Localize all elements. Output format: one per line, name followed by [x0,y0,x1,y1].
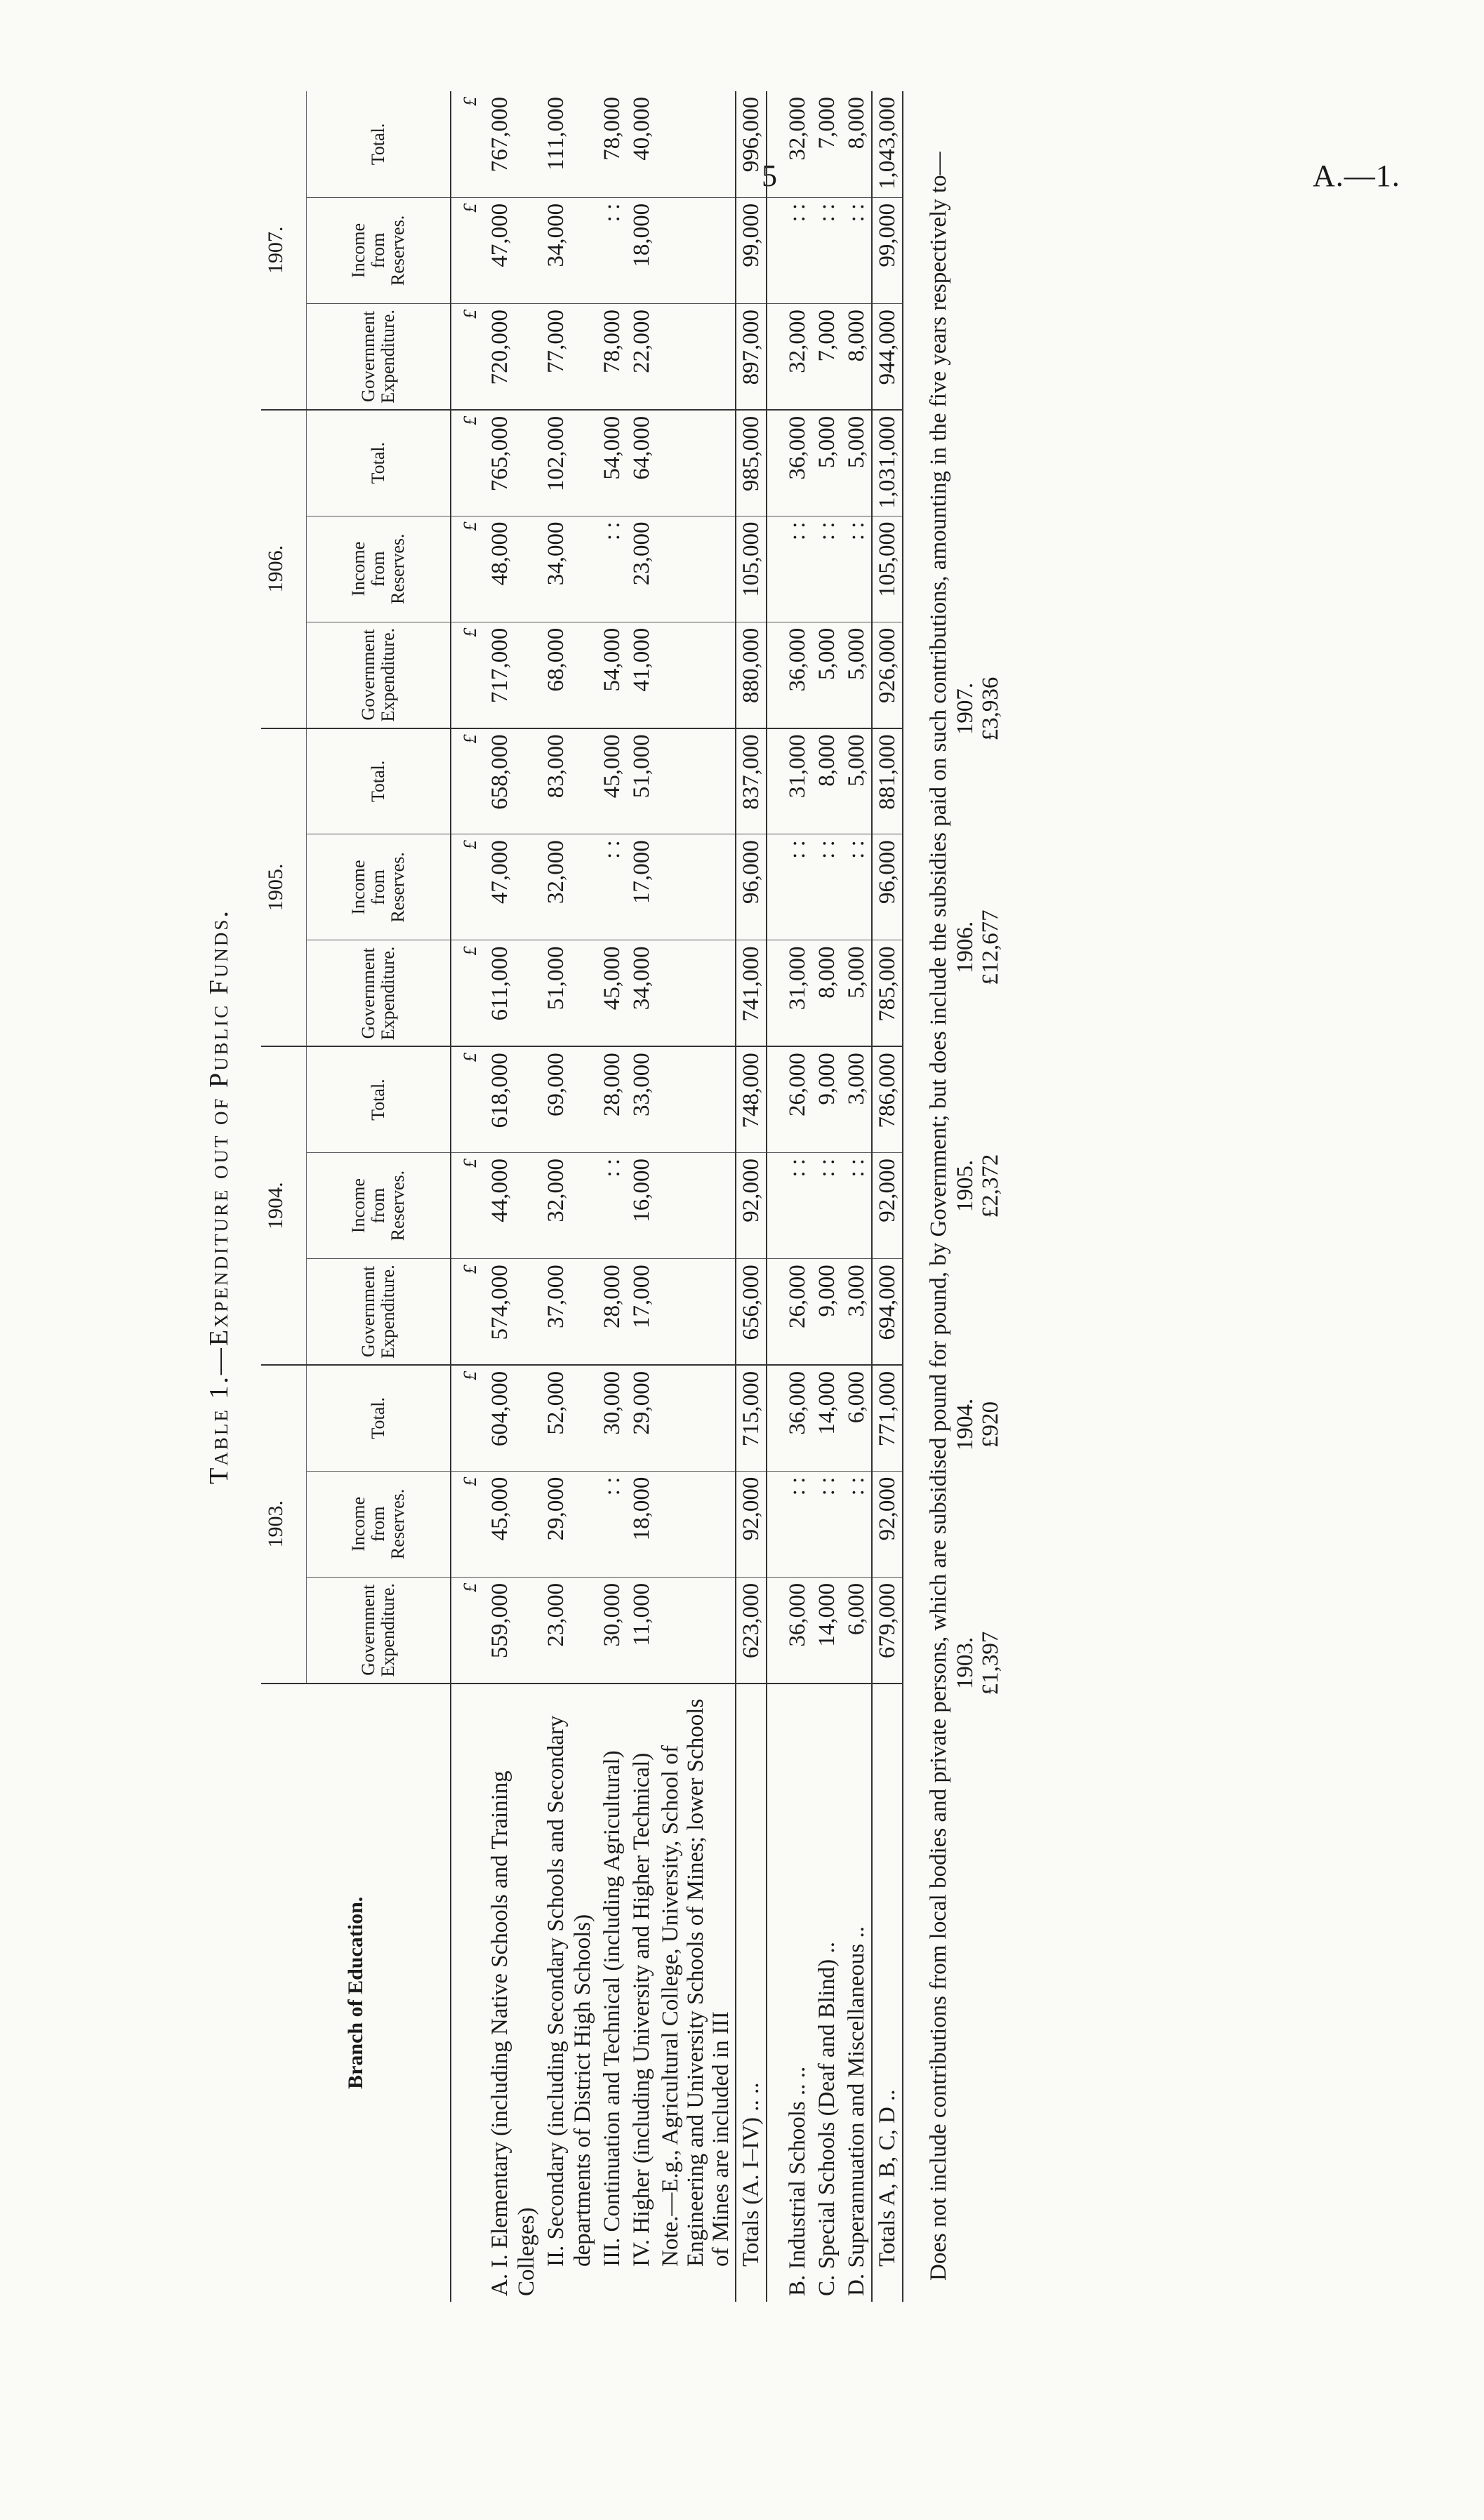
table-cell: 83,000 [541,728,597,834]
table-cell: : : [783,1471,812,1577]
table-cell: 37,000 [541,1259,597,1365]
page-number: 5 [762,159,777,193]
unit-symbol: £ [451,622,485,728]
table-cell: 656,000 [736,1259,767,1365]
table-cell: 31,000 [783,728,812,834]
empty-cell [656,728,736,834]
table-cell: 51,000 [627,728,656,834]
table-cell: 77,000 [541,304,597,410]
empty-cell [767,410,783,516]
year-header: 1905. [261,728,307,1047]
table-cell: 786,000 [872,1046,903,1152]
column-subheader: Total. [307,91,451,197]
year-header: 1906. [261,410,307,728]
table-cell: : : [783,197,812,303]
table-cell: 92,000 [872,1152,903,1258]
table-cell: 8,000 [812,728,842,834]
contribution-year: 1903. [953,1636,978,1690]
table-cell: 8,000 [842,91,872,197]
table-cell: 52,000 [541,1365,597,1471]
contribution-year: 1906. [953,921,978,974]
table-cell: 9,000 [812,1046,842,1152]
table-cell: 34,000 [627,940,656,1046]
table-cell: : : [812,516,842,622]
table-cell: 34,000 [541,197,597,303]
table-cell: 92,000 [736,1152,767,1258]
table-cell: 44,000 [485,1152,541,1258]
unit-symbol: £ [451,304,485,410]
empty-cell [656,410,736,516]
empty-cell [656,1152,736,1258]
table-cell: 30,000 [597,1577,627,1683]
table-cell: 105,000 [736,516,767,622]
document-reference: A.—1. [1313,159,1400,193]
table-cell: 40,000 [627,91,656,197]
table-cell: 837,000 [736,728,767,834]
table-cell: 926,000 [872,622,903,728]
table-cell: 28,000 [597,1259,627,1365]
empty-cell [767,622,783,728]
empty-cell [767,304,783,410]
table-cell: 5,000 [842,410,872,516]
empty-cell [656,940,736,1046]
table-cell: 18,000 [627,197,656,303]
table-note: Note.—E.g., Agricultural College, University, School of Engineering and University Schools of Mines; lower Schools of Mines are included in III [658,1698,734,2267]
empty-cell [656,91,736,197]
unit-symbol: £ [451,834,485,940]
table-cell: 92,000 [736,1471,767,1577]
unit-symbol: £ [451,1577,485,1683]
table-cell: 5,000 [842,728,872,834]
unit-symbol: £ [451,197,485,303]
table-cell: 30,000 [597,1365,627,1471]
year-header: 1904. [261,1046,307,1365]
table-cell: 36,000 [783,622,812,728]
table-cell: : : [597,1152,627,1258]
table-cell: 23,000 [627,516,656,622]
table-cell: 29,000 [627,1365,656,1471]
table-cell: 96,000 [736,834,767,940]
column-subheader: Income from Reserves. [307,197,451,303]
rotated-table-region [183,91,1341,2302]
column-subheader: Total. [307,1365,451,1471]
table-cell: 771,000 [872,1365,903,1471]
table-cell: 618,000 [485,1046,541,1152]
table-cell: 22,000 [627,304,656,410]
table-cell: 623,000 [736,1577,767,1683]
column-subheader: Total. [307,1046,451,1152]
table-cell: 78,000 [597,91,627,197]
table-cell: 720,000 [485,304,541,410]
table-cell: 36,000 [783,410,812,516]
table-cell: 48,000 [485,516,541,622]
table-cell: 767,000 [485,91,541,197]
empty-cell [656,304,736,410]
table-cell: 6,000 [842,1577,872,1683]
table-cell: 658,000 [485,728,541,834]
table-cell: 897,000 [736,304,767,410]
table-cell: 574,000 [485,1259,541,1365]
contribution-amount: £2,372 [978,1154,1003,1218]
column-subheader: Income from Reserves. [307,1152,451,1258]
row-label: Totals A, B, C, D .. [872,1684,903,2302]
table-cell: 33,000 [627,1046,656,1152]
contribution-item [953,884,1003,1011]
table-cell: : : [812,834,842,940]
table-cell: 611,000 [485,940,541,1046]
table-cell: 6,000 [842,1365,872,1471]
table-cell: : : [842,834,872,940]
table-cell: : : [842,1152,872,1258]
table-cell: 1,043,000 [872,91,903,197]
table-cell: 99,000 [736,197,767,303]
table-cell: 765,000 [485,410,541,516]
table-cell: 64,000 [627,410,656,516]
table-cell: 16,000 [627,1152,656,1258]
table-cell: 45,000 [485,1471,541,1577]
contributions-list [953,646,1003,1726]
column-subheader: Total. [307,728,451,834]
unit-symbol: £ [451,1365,485,1471]
contribution-year: 1904. [953,1398,978,1451]
table-cell: 679,000 [872,1577,903,1683]
table-cell: 5,000 [842,622,872,728]
empty-cell [767,728,783,834]
column-subheader: Government Expenditure. [307,1577,451,1683]
table-cell: 26,000 [783,1046,812,1152]
table-cell: 26,000 [783,1259,812,1365]
row-label: A. I. Elementary (including Native Schools and Training Colleges) [487,1771,539,2296]
table-cell: 8,000 [842,304,872,410]
table-cell: : : [783,1152,812,1258]
table-cell: 5,000 [812,410,842,516]
table-cell: 31,000 [783,940,812,1046]
table-cell: 1,031,000 [872,410,903,516]
table-cell: 102,000 [541,410,597,516]
table-cell: : : [842,1471,872,1577]
row-label: IV. Higher (including University and Higher Technical) [629,1752,654,2267]
table-cell: 32,000 [541,1152,597,1258]
table-cell: 41,000 [627,622,656,728]
empty-cell [656,622,736,728]
table-cell: 32,000 [541,834,597,940]
empty-cell [656,197,736,303]
empty-cell [767,1365,783,1471]
table-cell: 14,000 [812,1365,842,1471]
empty-cell [767,834,783,940]
table-cell: 45,000 [597,728,627,834]
table-cell: 5,000 [812,622,842,728]
empty-cell [656,516,736,622]
contribution-amount: £3,936 [978,676,1003,741]
column-subheader: Government Expenditure. [307,940,451,1046]
table-cell: 14,000 [812,1577,842,1683]
row-label: C. Special Schools (Deaf and Blind) .. [814,1942,840,2296]
empty-cell [767,516,783,622]
table-cell: 7,000 [812,304,842,410]
table-cell: 944,000 [872,304,903,410]
table-cell: 881,000 [872,728,903,834]
empty-cell [656,1577,736,1683]
table-cell: 717,000 [485,622,541,728]
table-cell: 36,000 [783,1365,812,1471]
table-cell: 69,000 [541,1046,597,1152]
unit-symbol: £ [451,728,485,834]
unit-symbol: £ [451,1471,485,1577]
contribution-item [953,1361,1003,1488]
contribution-year: 1905. [953,1159,978,1213]
unit-symbol: £ [451,940,485,1046]
table-cell: : : [597,1471,627,1577]
contribution-year: 1907. [953,682,978,735]
table-cell: 17,000 [627,834,656,940]
branch-header: Branch of Education. [261,1684,451,2302]
table-cell: 32,000 [783,304,812,410]
table-cell: 17,000 [627,1259,656,1365]
table-cell: 18,000 [627,1471,656,1577]
contribution-item [953,1123,1003,1249]
table-title: Table 1.—Expenditure out of Public Funds. [204,909,234,1484]
table-cell: 36,000 [783,1577,812,1683]
table-cell: 68,000 [541,622,597,728]
empty-cell [656,1259,736,1365]
table-cell: : : [812,1152,842,1258]
table-cell: : : [812,197,842,303]
column-subheader: Income from Reserves. [307,516,451,622]
footnote: Does not include contributions from local bodies and private persons, which are subsidised pound for pound, by Government; but does include the subsidies paid on such contributions, amounting in the five years respectively to— [926,152,951,2281]
table-cell: 45,000 [597,940,627,1046]
empty-cell [656,1046,736,1152]
contribution-amount: £12,677 [978,909,1003,985]
year-header: 1907. [261,91,307,410]
unit-symbol: £ [451,516,485,622]
contribution-item [953,646,1003,772]
empty-cell [767,1152,783,1258]
unit-symbol: £ [451,1046,485,1152]
table-cell: 28,000 [597,1046,627,1152]
table-cell: 715,000 [736,1365,767,1471]
table-cell: 604,000 [485,1365,541,1471]
expenditure-table [261,91,903,2302]
table-cell: 7,000 [812,91,842,197]
contribution-item [953,1600,1003,1726]
table-cell: : : [597,834,627,940]
empty-cell [767,940,783,1046]
column-subheader: Government Expenditure. [307,1259,451,1365]
table-cell: 99,000 [872,197,903,303]
empty-cell [767,1259,783,1365]
unit-symbol: £ [451,410,485,516]
table-cell: : : [783,834,812,940]
year-header: 1903. [261,1365,307,1684]
empty-cell [767,91,783,197]
table-cell: 29,000 [541,1471,597,1577]
empty-cell [767,197,783,303]
table-cell: 34,000 [541,516,597,622]
unit-symbol: £ [451,1259,485,1365]
table-cell: 5,000 [842,940,872,1046]
table-cell: 54,000 [597,410,627,516]
table-cell: 3,000 [842,1259,872,1365]
table-cell: 741,000 [736,940,767,1046]
table-cell: 78,000 [597,304,627,410]
row-label: Totals (A. I–IV) .. .. [736,1684,767,2302]
row-label: III. Continuation and Technical (including Agricultural) [599,1750,625,2267]
table-cell: 11,000 [627,1577,656,1683]
table-cell: 111,000 [541,91,597,197]
empty-cell [656,1365,736,1471]
empty-cell [767,1577,783,1683]
table-cell: : : [597,516,627,622]
column-subheader: Government Expenditure. [307,622,451,728]
column-subheader: Government Expenditure. [307,304,451,410]
table-cell: 9,000 [812,1259,842,1365]
table-cell: 3,000 [842,1046,872,1152]
table-cell: 8,000 [812,940,842,1046]
table-cell: 96,000 [872,834,903,940]
table-cell: : : [842,516,872,622]
unit-symbol: £ [451,91,485,197]
column-subheader: Income from Reserves. [307,1471,451,1577]
table-cell: : : [597,197,627,303]
table-cell: 54,000 [597,622,627,728]
unit-symbol: £ [451,1152,485,1258]
table-cell: 985,000 [736,410,767,516]
table-cell: 23,000 [541,1577,597,1683]
table-cell: 47,000 [485,197,541,303]
column-subheader: Total. [307,410,451,516]
table-cell: 694,000 [872,1259,903,1365]
table-cell: 880,000 [736,622,767,728]
empty-cell [656,1471,736,1577]
row-label: II. Secondary (including Secondary Schools and Secondary departments of District High Schools) [543,1715,595,2267]
table-cell: 105,000 [872,516,903,622]
row-label: D. Superannuation and Miscellaneous .. [844,1926,869,2296]
row-label: B. Industrial Schools .. .. [785,2066,810,2296]
table-cell: 785,000 [872,940,903,1046]
table-cell: 47,000 [485,834,541,940]
table-cell: : : [842,197,872,303]
table-cell: : : [812,1471,842,1577]
contribution-amount: £1,397 [978,1631,1003,1695]
contribution-amount: £920 [978,1401,1003,1448]
table-cell: 748,000 [736,1046,767,1152]
empty-cell [767,1046,783,1152]
empty-cell [656,834,736,940]
table-cell: 559,000 [485,1577,541,1683]
table-cell: 92,000 [872,1471,903,1577]
table-cell: : : [783,516,812,622]
column-subheader: Income from Reserves. [307,834,451,940]
empty-cell [767,1471,783,1577]
table-cell: 32,000 [783,91,812,197]
table-cell: 51,000 [541,940,597,1046]
table-cell: 996,000 [736,91,767,197]
